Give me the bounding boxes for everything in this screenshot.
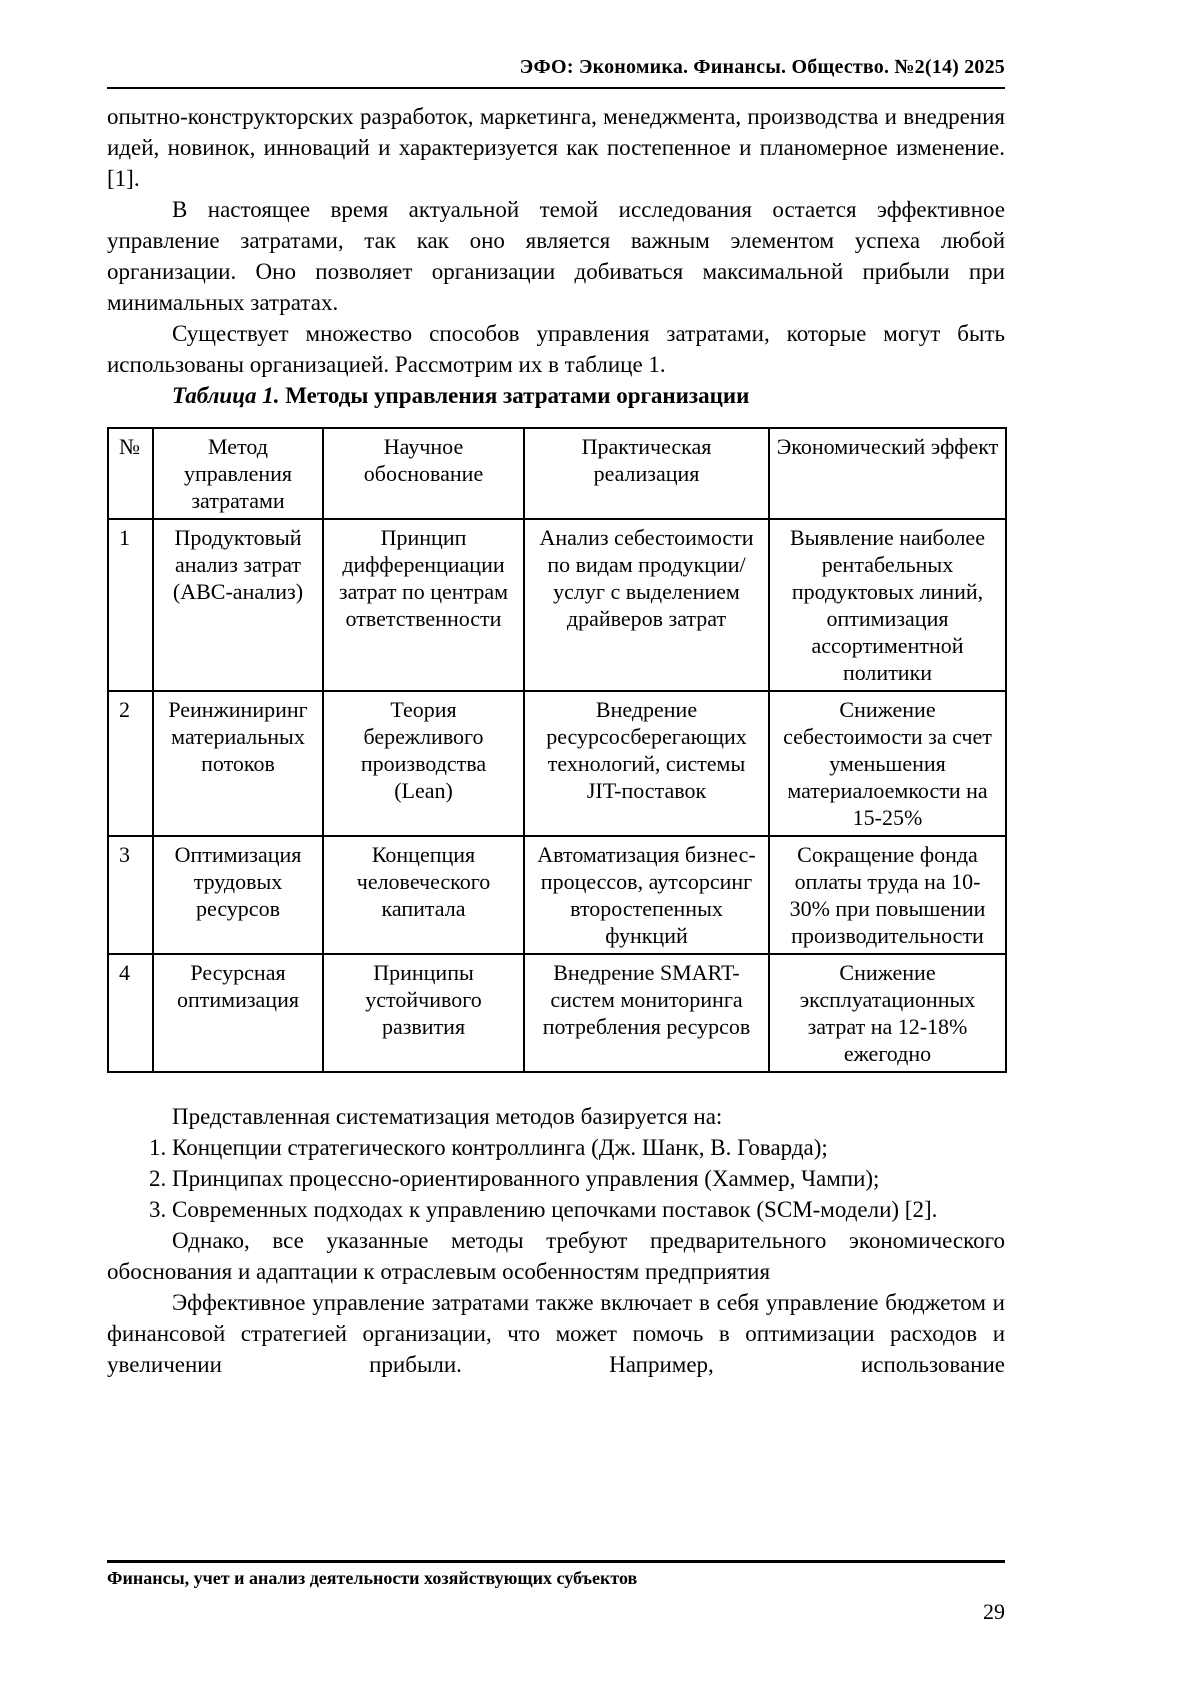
footer-section-title: Финансы, учет и анализ деятельности хозяйствующих субъектов bbox=[107, 1568, 638, 1588]
table-header-cell: Метод управления затратами bbox=[153, 428, 323, 519]
table-header-row bbox=[108, 428, 1006, 519]
paragraph-2: В настоящее время актуальной темой исследования остается эффективное управление затратами, так как оно является важным элементом успеха любой организации. Оно позволяет организации добиваться максимальной прибыли при минимальных затратах. bbox=[107, 197, 1005, 315]
list-item: 2. Принципах процессно-ориентированного управления (Хаммер, Чампи); bbox=[172, 1163, 1005, 1194]
table-cell: Снижение себестоимости за счет уменьшения материалоемкости на 15-25% bbox=[769, 691, 1006, 836]
table-cell: 2 bbox=[108, 691, 153, 836]
paragraph-5: Эффективное управление затратами также включает в себя управление бюджетом и финансовой стратегией организации, что может помочь в оптимизации расходов и увеличении прибыли. Например, использование bbox=[107, 1290, 1005, 1377]
table-cell: Снижение эксплуатационных затрат на 12-18% ежегодно bbox=[769, 954, 1006, 1072]
paragraph-3: Существует множество способов управления затратами, которые могут быть использованы организацией. Рассмотрим их в таблице 1. bbox=[107, 321, 1005, 377]
table-caption-title: Методы управления затратами организации bbox=[285, 383, 750, 408]
table-cell: Принципы устойчивого развития bbox=[323, 954, 524, 1072]
journal-title: ЭФО: Экономика. Финансы. Общество. №2(14) 2025 bbox=[519, 56, 1005, 78]
article-body bbox=[107, 101, 1005, 1380]
table-caption bbox=[107, 380, 1005, 411]
table-header-cell: Практическая реализация bbox=[524, 428, 769, 519]
table-row bbox=[108, 691, 1006, 836]
list-item: 3. Современных подходах к управлению цепочками поставок (SCM-модели) [2]. bbox=[172, 1194, 1005, 1225]
table-cell: Анализ себестоимости по видам продукции/услуг с выделением драйверов затрат bbox=[524, 519, 769, 691]
table-header-cell: № bbox=[108, 428, 153, 519]
table-cell: Ресурсная оптимизация bbox=[153, 954, 323, 1072]
table-cell: Внедрение SMART-систем мониторинга потребления ресурсов bbox=[524, 954, 769, 1072]
paragraph-1: опытно-конструкторских разработок, маркетинга, менеджмента, производства и внедрения идей, новинок, инноваций и характеризуется как постепенное и планомерное изменение. [1]. bbox=[107, 104, 1005, 191]
table-cell: 1 bbox=[108, 519, 153, 691]
table-cell: 4 bbox=[108, 954, 153, 1072]
table-cell: Концепция человеческого капитала bbox=[323, 836, 524, 954]
table-cell: Принцип дифференциации затрат по центрам ответственности bbox=[323, 519, 524, 691]
page-number: 29 bbox=[983, 1599, 1005, 1624]
methods-table bbox=[107, 427, 1007, 1073]
table-cell: Внедрение ресурсосберегающих технологий, системы JIT-поставок bbox=[524, 691, 769, 836]
page-content bbox=[107, 0, 1005, 1380]
table-row bbox=[108, 836, 1006, 954]
table-cell: Реинжиниринг материальных потоков bbox=[153, 691, 323, 836]
table-cell: Выявление наиболее рентабельных продуктовых линий, оптимизация ассортиментной политики bbox=[769, 519, 1006, 691]
table-header-cell: Научное обоснование bbox=[323, 428, 524, 519]
page-footer bbox=[107, 1560, 1005, 1625]
page-header bbox=[107, 56, 1005, 89]
table-cell: Автоматизация бизнес-процессов, аутсорсинг второстепенных функций bbox=[524, 836, 769, 954]
table-cell: Теория бережливого производства (Lean) bbox=[323, 691, 524, 836]
table-caption-label: Таблица 1. bbox=[172, 383, 280, 408]
table-row bbox=[108, 519, 1006, 691]
table-row bbox=[108, 954, 1006, 1072]
table-cell: Продуктовый анализ затрат (ABC-анализ) bbox=[153, 519, 323, 691]
header-rule bbox=[107, 87, 1005, 89]
list-item: 1. Концепции стратегического контроллинга (Дж. Шанк, В. Говарда); bbox=[172, 1132, 1005, 1163]
table-body bbox=[108, 519, 1006, 1072]
table-cell: Оптимизация трудовых ресурсов bbox=[153, 836, 323, 954]
footer-rule bbox=[107, 1560, 1005, 1563]
paragraph-intro-list: Представленная систематизация методов базируется на: bbox=[172, 1104, 723, 1129]
table-cell: 3 bbox=[108, 836, 153, 954]
table-cell: Сокращение фонда оплаты труда на 10-30% при повышении производительности bbox=[769, 836, 1006, 954]
basis-list bbox=[107, 1132, 1005, 1225]
table-header-cell: Экономический эффект bbox=[769, 428, 1006, 519]
paragraph-4: Однако, все указанные методы требуют предварительного экономического обоснования и адаптации к отраслевым особенностям предприятия bbox=[107, 1228, 1005, 1284]
